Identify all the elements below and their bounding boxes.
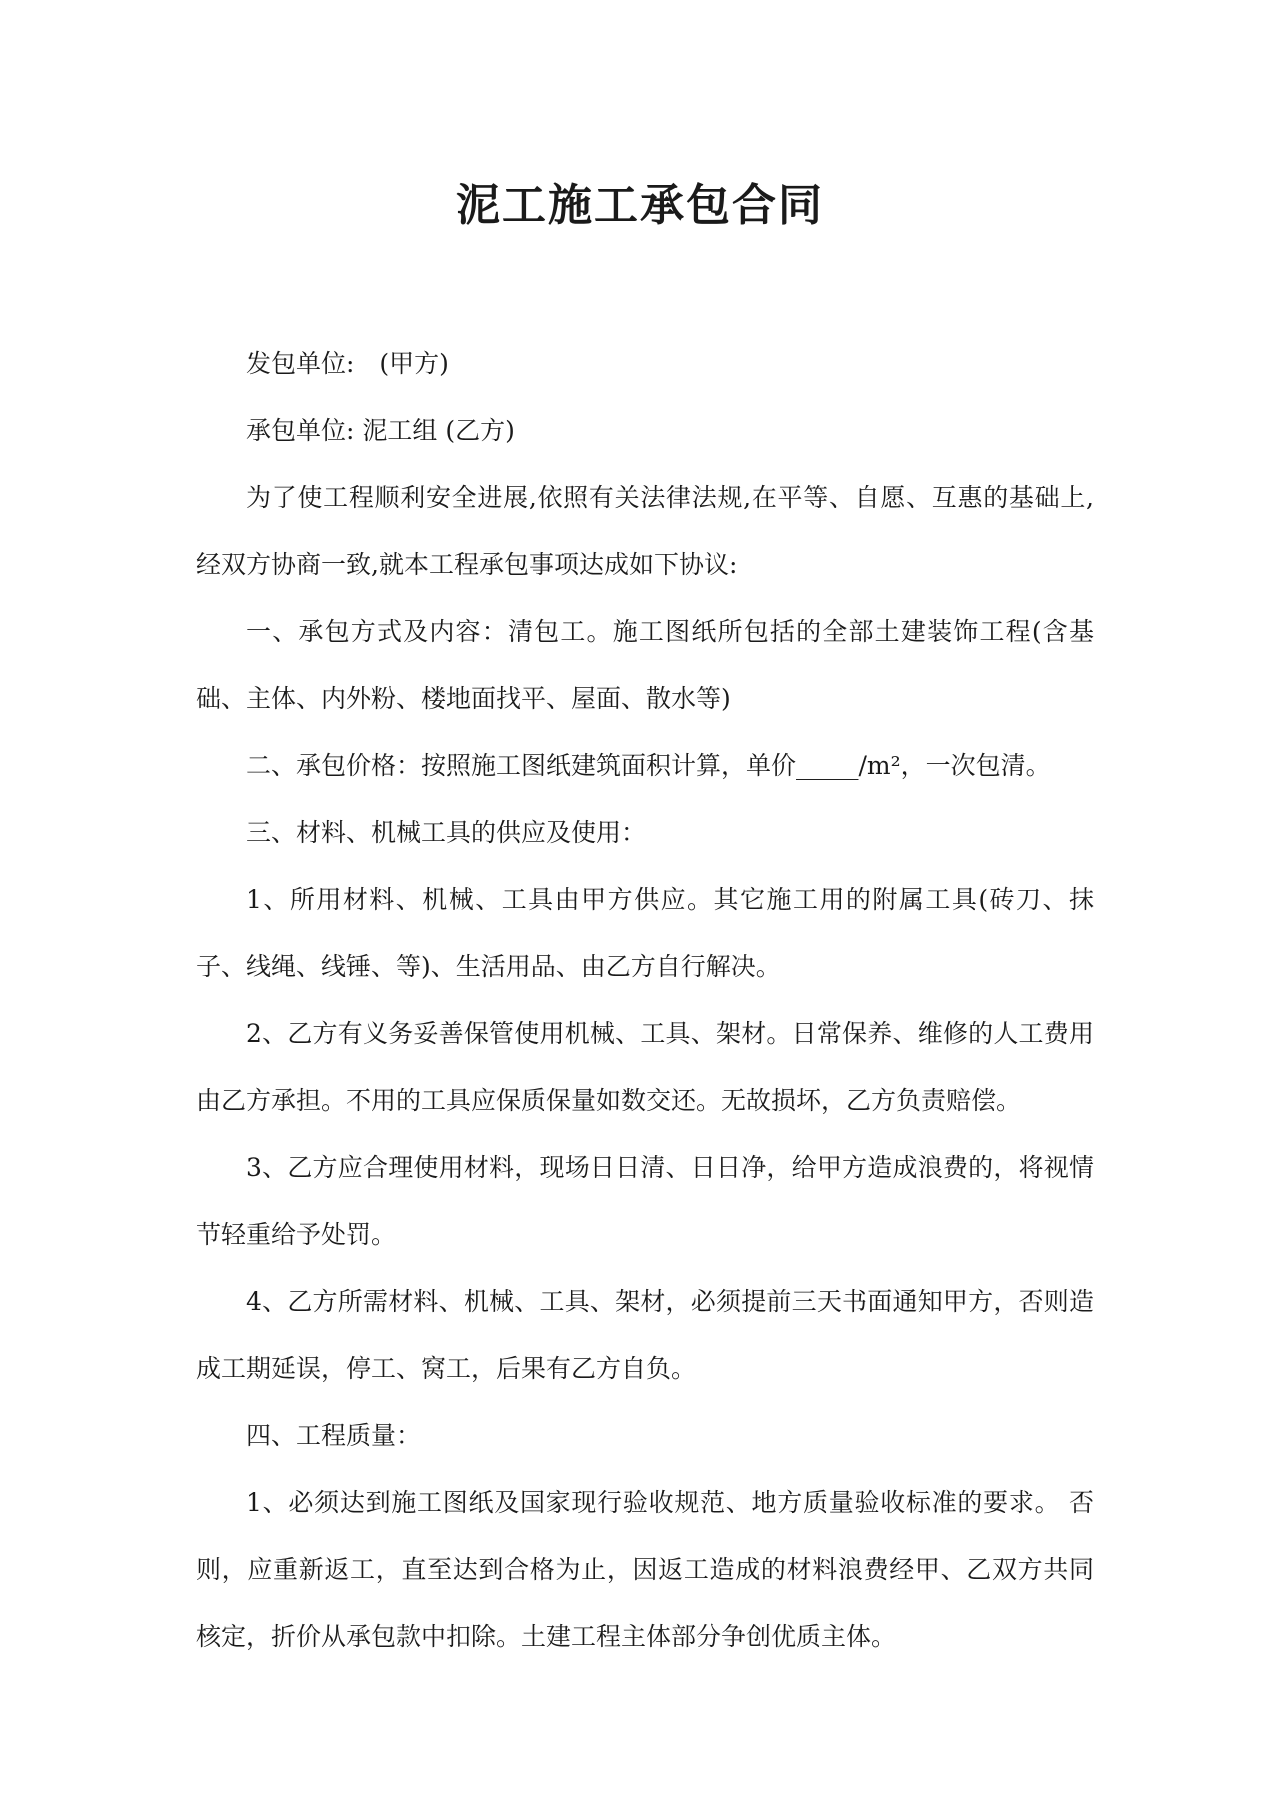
paragraph-clause-4-1: 1、必须达到施工图纸及国家现行验收规范、地方质量验收标准的要求。 否则，应重新返工，直至达到合格为止，因返工造成的材料浪费经甲、乙双方共同核定，折价从承包款中扣除。土建工程主体部分争创优质主体。 bbox=[196, 1488, 1094, 1651]
paragraph-clause-1: 一、承包方式及内容：清包工。施工图纸所包括的全部土建装饰工程(含基础、主体、内外粉、楼地面找平、屋面、散水等) bbox=[196, 617, 1094, 713]
paragraph-clause-4: 四、工程质量： bbox=[246, 1421, 422, 1450]
paragraph-clause-2: 二、承包价格：按照施工图纸建筑面积计算，单价_____/m²，一次包清。 bbox=[246, 751, 1051, 780]
document-body bbox=[196, 330, 1094, 1670]
paragraph-employer: 发包单位: (甲方) bbox=[246, 349, 449, 378]
paragraph-clause-3-2: 2、乙方有义务妥善保管使用机械、工具、架材。日常保养、维修的人工费用由乙方承担。不用的工具应保质保量如数交还。无故损坏，乙方负责赔偿。 bbox=[196, 1019, 1094, 1115]
paragraph-clause-3-3: 3、乙方应合理使用材料，现场日日清、日日净，给甲方造成浪费的，将视情节轻重给予处罚。 bbox=[196, 1153, 1094, 1249]
document-title: 泥工施工承包合同 bbox=[456, 180, 824, 231]
paragraph-clause-3: 三、材料、机械工具的供应及使用： bbox=[246, 818, 647, 847]
paragraph-clause-3-4: 4、乙方所需材料、机械、工具、架材，必须提前三天书面通知甲方，否则造成工期延误，停工、窝工，后果有乙方自负。 bbox=[196, 1287, 1094, 1383]
paragraph-preamble: 为了使工程顺利安全进展,依照有关法律法规,在平等、自愿、互惠的基础上,经双方协商一致,就本工程承包事项达成如下协议: bbox=[196, 483, 1094, 579]
paragraph-contractor: 承包单位: 泥工组 (乙方) bbox=[246, 416, 515, 445]
paragraph-clause-3-1: 1、所用材料、机械、工具由甲方供应。其它施工用的附属工具(砖刀、抹子、线绳、线锤、等)、生活用品、由乙方自行解决。 bbox=[196, 885, 1094, 981]
